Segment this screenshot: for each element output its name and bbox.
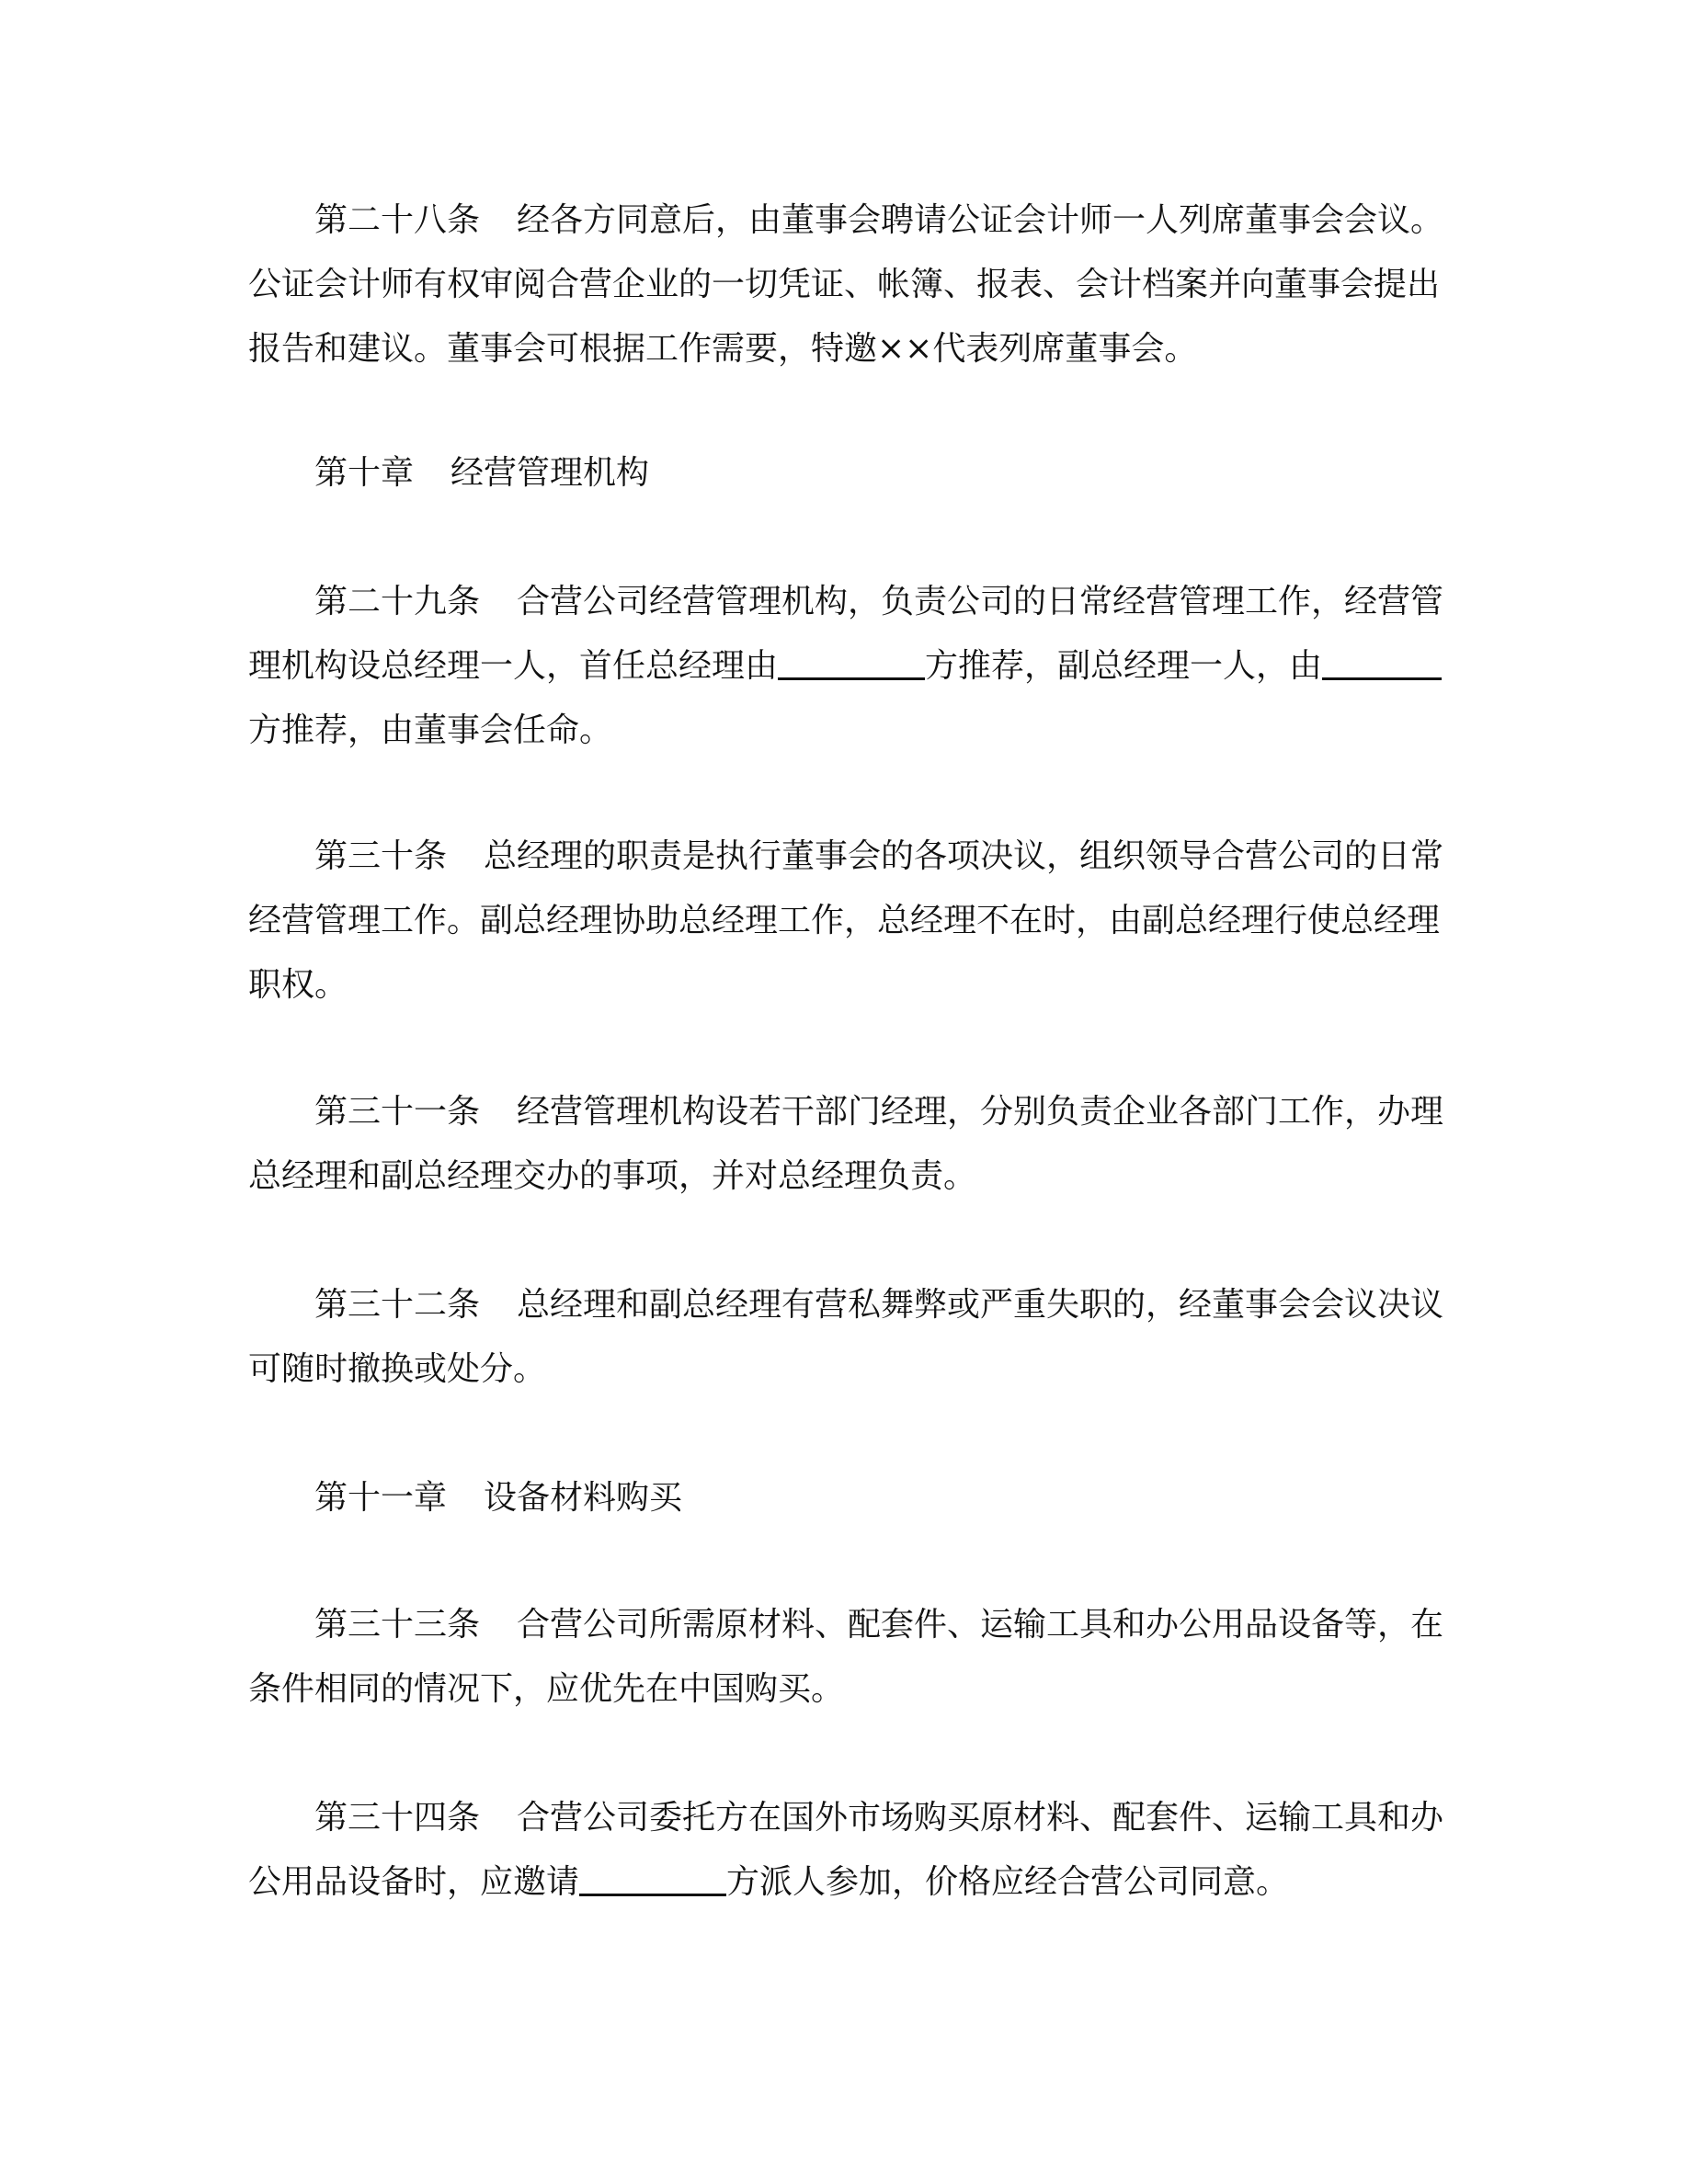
article-33-heading: 第三十三条 [314, 1606, 481, 1644]
chapter-10-title-line [314, 441, 649, 506]
chapter-10-title: 经营管理机构 [451, 454, 650, 492]
article-34-line-2: 公用品设备时，应邀请 方派人参加，价格应经合营公司同意。 [248, 1863, 1290, 1901]
article-34-heading: 第三十四条 [314, 1799, 481, 1837]
chapter-10-heading: 第十章 [314, 454, 415, 492]
chapter-11-title: 设备材料购买 [484, 1479, 683, 1517]
article-29-line-1: 第二十九条 合营公司经营管理机构，负责公司的日常经营管理工作，经营管 [314, 583, 1444, 620]
article-30-line-3: 职权。 [248, 966, 348, 1004]
article-28-line-2: 公证会计师有权审阅合营企业的一切凭证、帐簿、报表、会计档案并向董事会提出 [248, 266, 1441, 303]
article-32-heading: 第三十二条 [314, 1286, 481, 1324]
article-29-heading: 第二十九条 [314, 583, 481, 620]
article-33-line-1: 第三十三条 合营公司所需原材料、配套件、运输工具和办公用品设备等，在 [314, 1606, 1444, 1644]
fill-in-blank [1322, 646, 1442, 680]
article-29-line-3: 方推荐，由董事会任命。 [248, 711, 613, 749]
chapter-11-title-line [314, 1466, 682, 1530]
chapter-11-heading: 第十一章 [314, 1479, 448, 1517]
article-28-heading: 第二十八条 [314, 201, 481, 239]
article-32-line-1: 第三十二条 总经理和副总经理有营私舞弊或严重失职的，经董事会会议决议 [314, 1286, 1444, 1324]
article-30-line-1: 第三十条 总经理的职责是执行董事会的各项决议，组织领导合营公司的日常 [314, 837, 1444, 875]
article-31-line-2: 总经理和副总经理交办的事项，并对总经理负责。 [248, 1157, 977, 1195]
article-30-heading: 第三十条 [314, 837, 448, 875]
article-30-line-2: 经营管理工作。副总经理协助总经理工作，总经理不在时，由副总经理行使总经理 [248, 902, 1441, 939]
fill-in-blank [778, 646, 925, 680]
article-31-heading: 第三十一条 [314, 1093, 481, 1131]
article-34-line-1: 第三十四条 合营公司委托方在国外市场购买原材料、配套件、运输工具和办 [314, 1799, 1444, 1837]
article-31-line-1: 第三十一条 经营管理机构设若干部门经理，分别负责企业各部门工作，办理 [314, 1093, 1444, 1131]
article-28-line-3: 报告和建议。董事会可根据工作需要，特邀××代表列席董事会。 [248, 330, 1198, 368]
article-28-line-1: 第二十八条 经各方同意后，由董事会聘请公证会计师一人列席董事会会议。 [314, 201, 1444, 239]
fill-in-blank [579, 1862, 726, 1896]
article-29-line-2: 理机构设总经理一人，首任总经理由 方推荐，副总经理一人，由 [248, 634, 1442, 699]
article-32-line-2: 可随时撤换或处分。 [248, 1350, 547, 1388]
article-33-line-2: 条件相同的情况下，应优先在中国购买。 [248, 1670, 845, 1708]
